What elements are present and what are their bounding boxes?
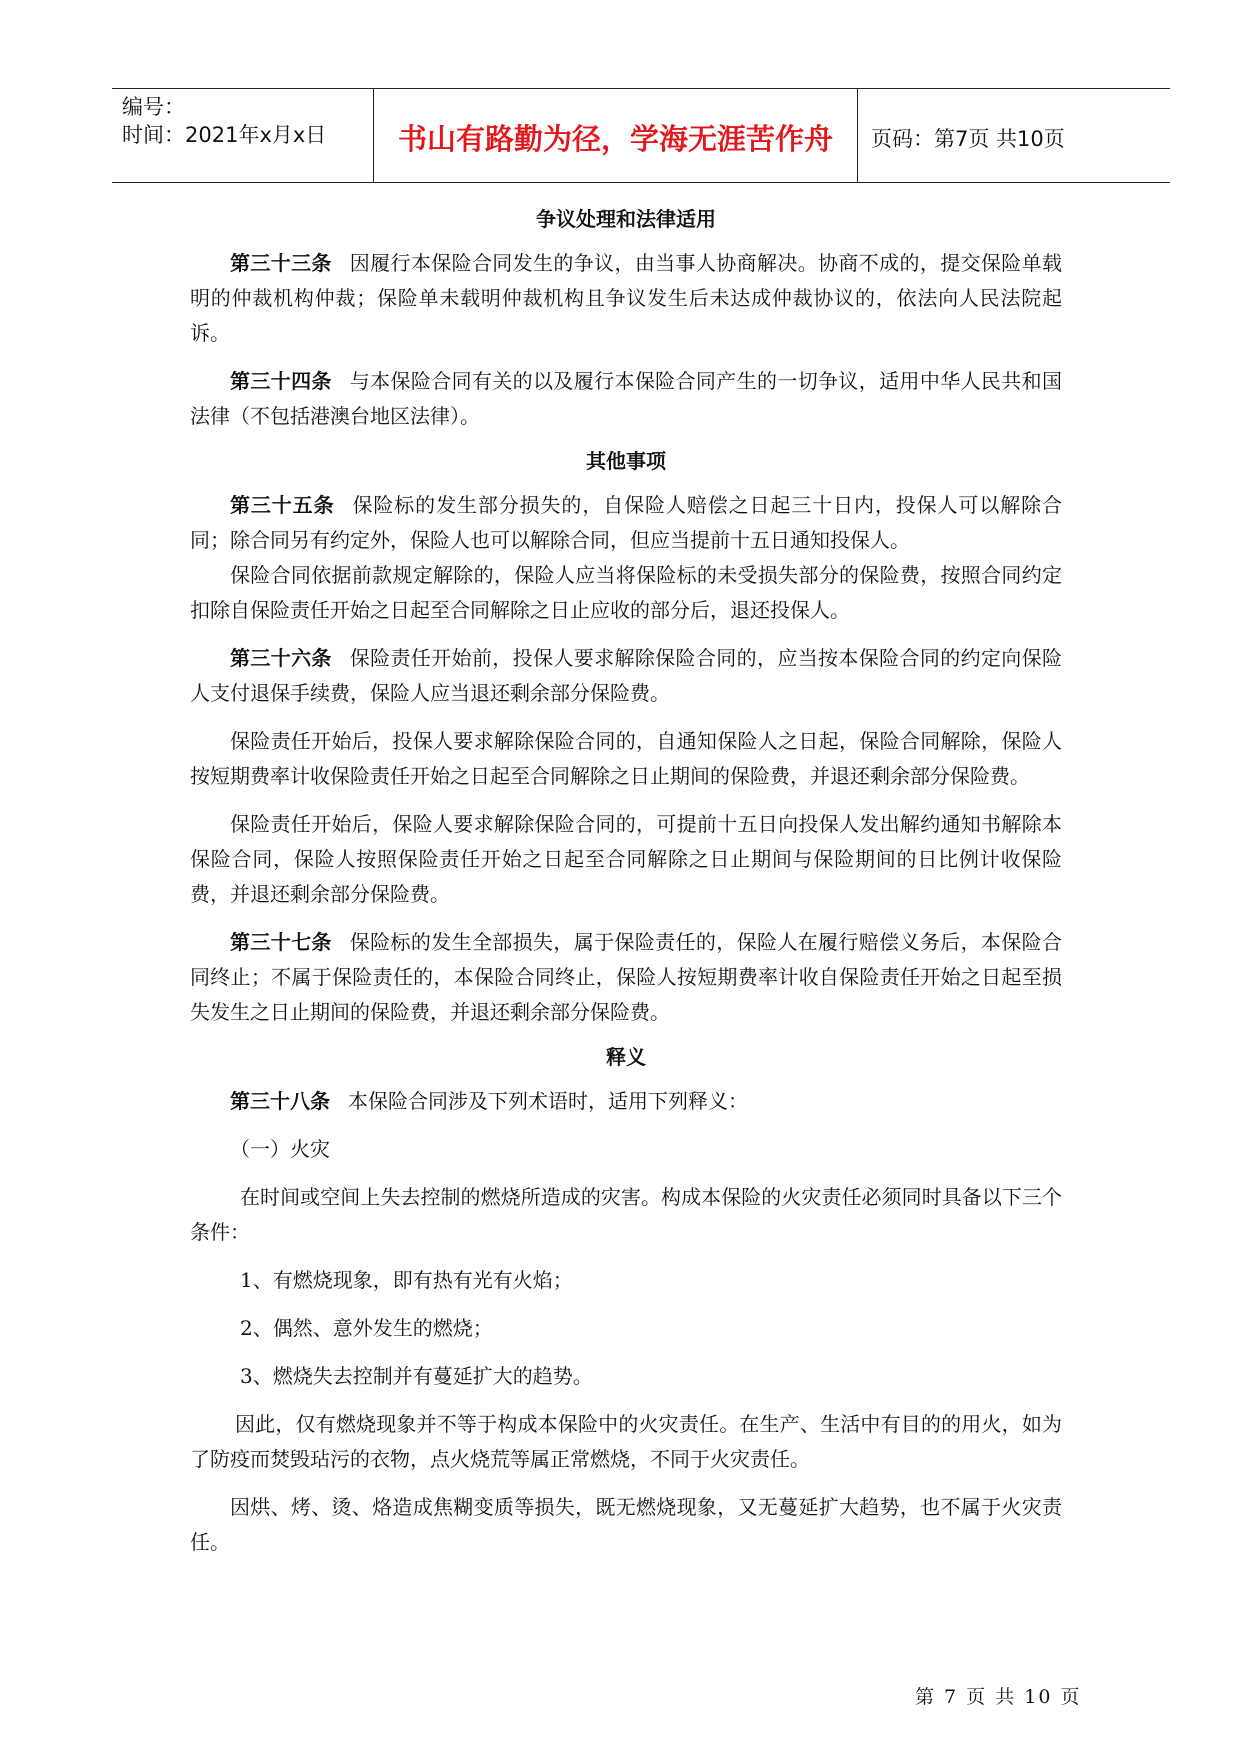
article-number: 第三十三条 [230,251,332,275]
article-number: 第三十六条 [230,646,332,670]
article-text: 本保险合同涉及下列术语时，适用下列释义： [348,1089,748,1113]
header-motto-cell [373,89,858,182]
definition-note-1: 因此，仅有燃烧现象并不等于构成本保险中的火灾责任。在生产、生活中有目的的用火，如为了防疫而焚毁玷污的衣物，点火烧荒等属正常燃烧，不同于火灾责任。 [190,1412,1062,1471]
article-text: 因履行本保险合同发生的争议，由当事人协商解决。协商不成的，提交保险单载明的仲裁机构仲裁；保险单未载明仲裁机构且争议发生后未达成仲裁协议的，依法向人民法院起诉。 [190,251,1063,345]
number-label: 编号： [122,95,185,119]
article-38 [190,1084,1062,1119]
definition-note-2: 因烘、烤、烫、烙造成焦糊变质等损失，既无燃烧现象，又无蔓延扩大趋势，也不属于火灾责任。 [190,1495,1062,1554]
header-page-cell [858,89,1170,182]
article-35-cont: 保险合同依据前款规定解除的，保险人应当将保险标的未受损失部分的保险费，按照合同约定扣除自保险责任开始之日起至合同解除之日止应收的部分后，退还投保人。 [190,563,1062,622]
article-36-cont-1: 保险责任开始后，投保人要求解除保险合同的，自通知保险人之日起，保险合同解除，保险人按短期费率计收保险责任开始之日起至合同解除之日止期间的保险费，并退还剩余部分保险费。 [190,729,1062,788]
time-label: 时间：2021年x月x日 [122,123,327,147]
page-footer: 第 7 页 共 10 页 [915,1686,1082,1708]
section-heading-definitions: 释义 [606,1045,646,1069]
article-text: 保险标的发生部分损失的，自保险人赔偿之日起三十日内，投保人可以解除合同；除合同另有约定外，保险人也可以解除合同，但应当提前十五日通知投保人。 [190,493,1063,552]
definition-fire-intro: 在时间或空间上失去控制的燃烧所造成的灾害。构成本保险的火灾责任必须同时具备以下三个条件： [190,1185,1062,1244]
article-number: 第三十五条 [230,493,335,517]
article-text: 保险责任开始前，投保人要求解除保险合同的，应当按本保险合同的约定向保险人支付退保手续费，保险人应当退还剩余部分保险费。 [190,646,1063,705]
article-number: 第三十四条 [230,369,332,393]
article-number: 第三十八条 [230,1089,330,1113]
header-motto: 书山有路勤为径，学海无涯苦作舟 [397,122,833,156]
header-page-info: 页码：第7页 共10页 [871,127,1065,151]
section-heading-other: 其他事项 [586,449,666,473]
article-37 [190,925,1062,1030]
article-35 [190,488,1062,558]
article-36-cont-2: 保险责任开始后，保险人要求解除保险合同的，可提前十五日向投保人发出解约通知书解除本保险合同，保险人按照保险责任开始之日起至合同解除之日止期间与保险期间的日比例计收保险费，并退还剩余部分保险费。 [190,812,1062,906]
article-33 [190,246,1062,351]
condition-3: 3、燃烧失去控制并有蔓延扩大的趋势。 [240,1364,593,1388]
article-36 [190,641,1062,711]
section-heading-dispute: 争议处理和法律适用 [536,207,716,231]
header-meta-cell [112,89,373,182]
article-number: 第三十七条 [230,930,332,954]
definition-fire-title: （一）火灾 [230,1137,330,1161]
article-text: 与本保险合同有关的以及履行本保险合同产生的一切争议，适用中华人民共和国法律（不包括港澳台地区法律）。 [190,369,1063,428]
document-header [112,88,1170,183]
article-34 [190,364,1062,434]
condition-2: 2、偶然、意外发生的燃烧； [240,1316,493,1340]
document-body [190,200,1062,1560]
condition-1: 1、有燃烧现象，即有热有光有火焰； [240,1268,573,1292]
article-text: 保险标的发生全部损失，属于保险责任的，保险人在履行赔偿义务后，本保险合同终止；不属于保险责任的，本保险合同终止，保险人按短期费率计收自保险责任开始之日起至损失发生之日止期间的保险费，并退还剩余部分保险费。 [190,930,1063,1024]
